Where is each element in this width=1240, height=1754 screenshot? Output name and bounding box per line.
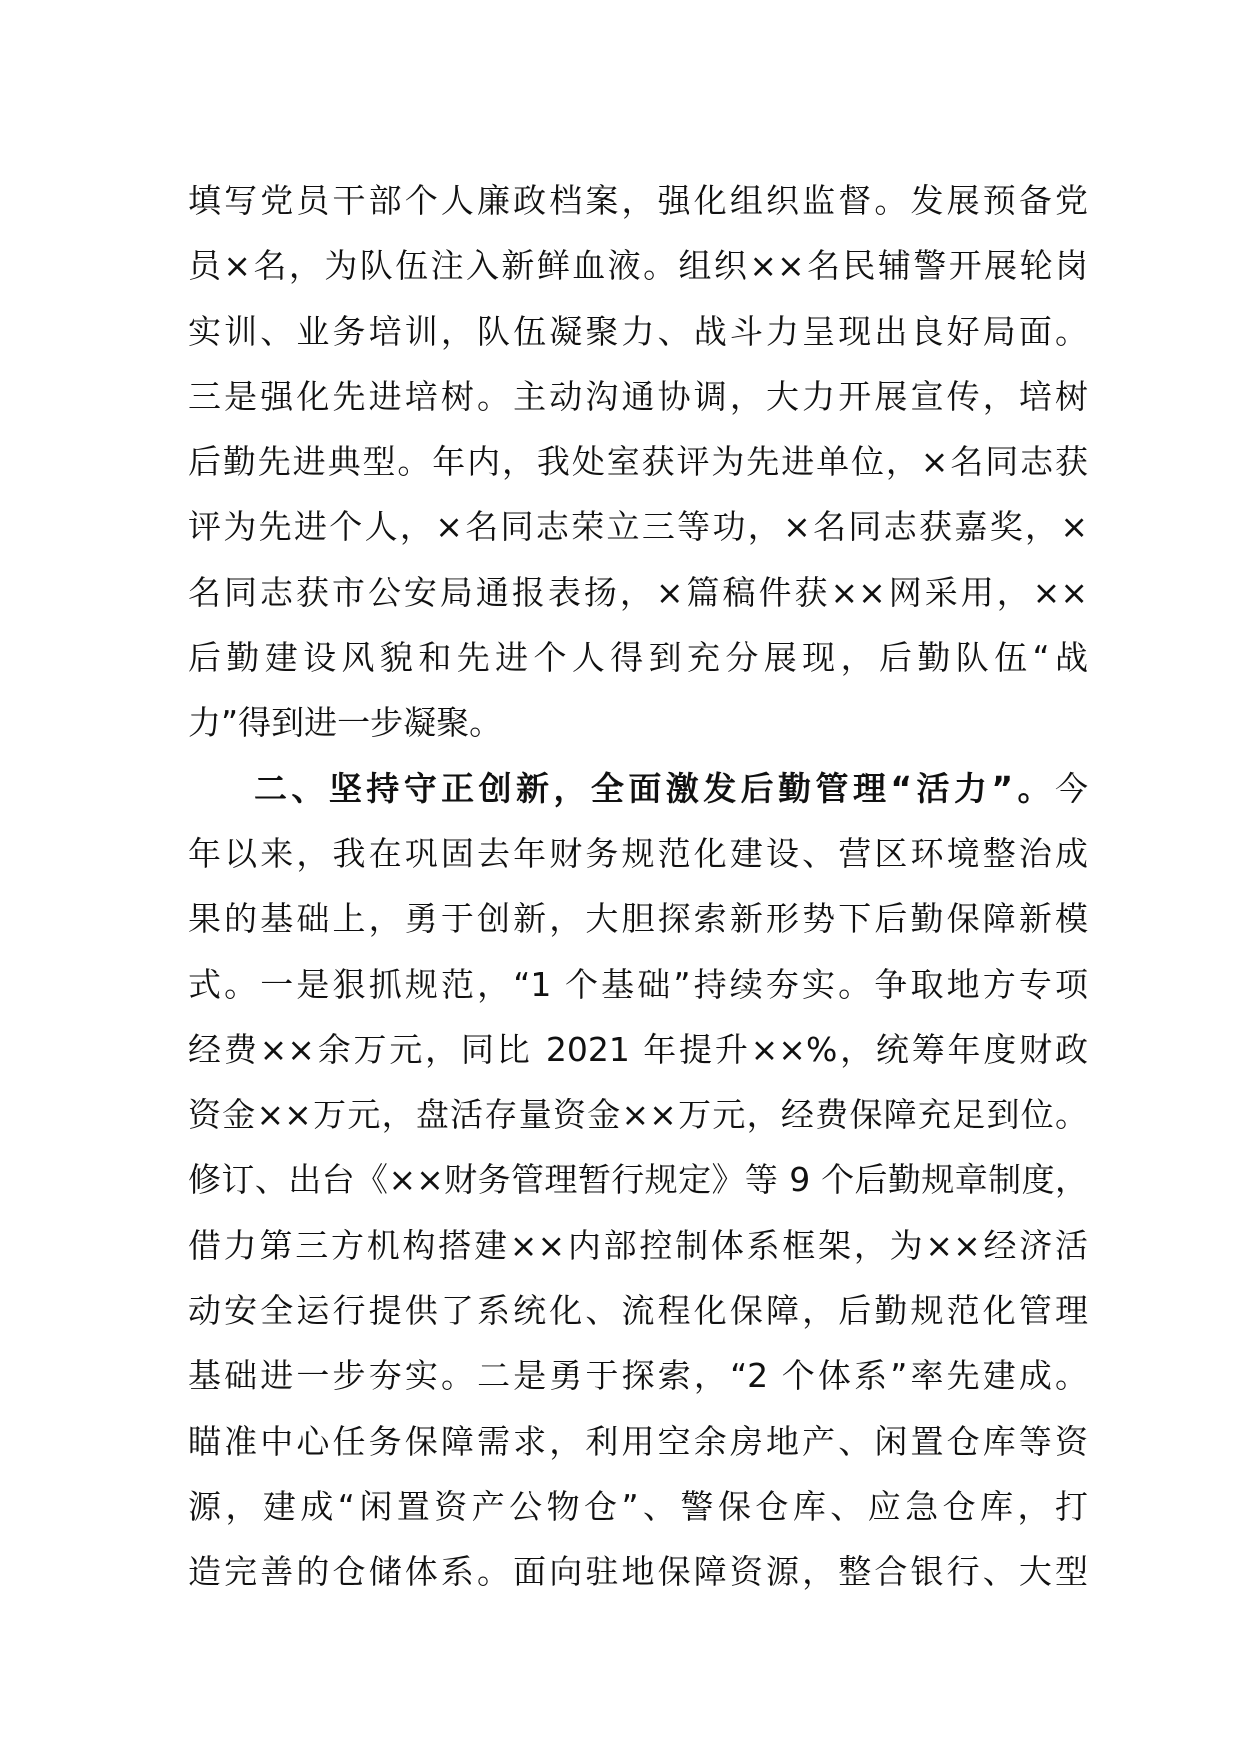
text-line: 后勤建设风貌和先进个人得到充分展现，后勤队伍“战 [188, 638, 1088, 678]
text-line: 修订、出台《××财务管理暂行规定》等 9 个后勤规章制度， [188, 1160, 1088, 1200]
section-heading-line [188, 756, 1088, 821]
text-line: 力”得到进一步凝聚。 [188, 703, 503, 743]
text-line: 三是强化先进培树。主动沟通协调，大力开展宣传，培树 [188, 376, 1088, 416]
section-heading: 二、坚持守正创新，全面激发后勤管理“活力”。 [254, 768, 1055, 808]
text-line: 实训、业务培训，队伍凝聚力、战斗力呈现出良好局面。 [188, 311, 1088, 351]
text-line: 借力第三方机构搭建××内部控制体系框架，为××经济活 [188, 1225, 1088, 1265]
text-line: 评为先进个人，×名同志荣立三等功，×名同志获嘉奖，× [188, 507, 1088, 547]
text-line: 年以来，我在巩固去年财务规范化建设、营区环境整治成 [188, 833, 1088, 873]
text-line: 源，建成“闲置资产公物仓”、警保仓库、应急仓库，打 [188, 1486, 1088, 1526]
text-line: 经费××余万元，同比 2021 年提升××%，统筹年度财政 [188, 1029, 1088, 1069]
text-line: 果的基础上，勇于创新，大胆探索新形势下后勤保障新模 [188, 899, 1088, 939]
heading-tail-text: 今 [1055, 768, 1088, 808]
text-line: 名同志获市公安局通报表扬，×篇稿件获××网采用，×× [188, 572, 1088, 612]
text-line: 式。一是狠抓规范，“1 个基础”持续夯实。争取地方专项 [188, 964, 1088, 1004]
body-text [188, 168, 1088, 1605]
text-line: 基础进一步夯实。二是勇于探索，“2 个体系”率先建成。 [188, 1356, 1088, 1396]
text-line: 后勤先进典型。年内，我处室获评为先进单位，×名同志获 [188, 442, 1088, 482]
text-line: 造完善的仓储体系。面向驻地保障资源，整合银行、大型 [188, 1552, 1088, 1592]
text-line: 填写党员干部个人廉政档案，强化组织监督。发展预备党 [188, 181, 1088, 220]
text-line: 员×名，为队伍注入新鲜血液。组织××名民辅警开展轮岗 [188, 246, 1088, 286]
text-line: 瞄准中心任务保障需求，利用空余房地产、闲置仓库等资 [188, 1421, 1088, 1461]
text-line: 动安全运行提供了系统化、流程化保障，后勤规范化管理 [188, 1291, 1088, 1331]
text-line: 资金××万元，盘活存量资金××万元，经费保障充足到位。 [188, 1095, 1088, 1135]
